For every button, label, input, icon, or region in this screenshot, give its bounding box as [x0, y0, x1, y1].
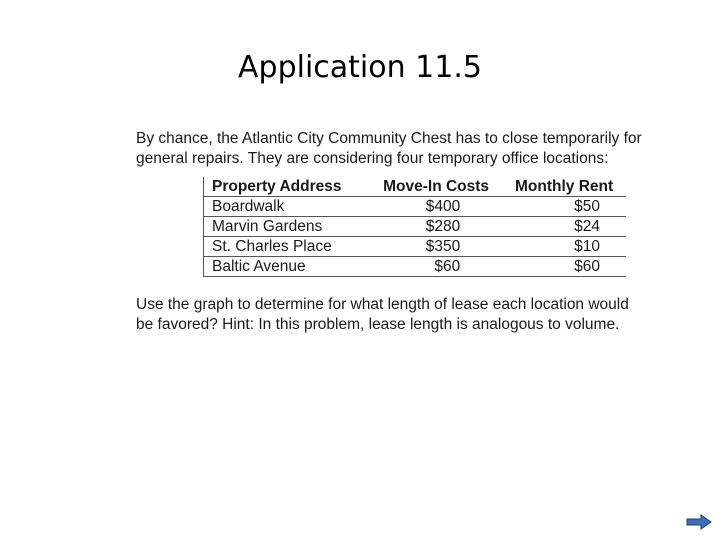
header-move-in-costs: Move-In Costs — [370, 177, 502, 197]
question-line-2: be favored? Hint: In this problem, lease length is analogous to volume. — [136, 316, 620, 333]
table-row — [204, 197, 627, 217]
cell-move-in-cost: $350 — [370, 237, 502, 257]
intro-line-2: general repairs. They are considering four temporary office locations: — [136, 150, 609, 167]
question-text — [136, 295, 696, 335]
cell-move-in-cost: $60 — [370, 257, 502, 277]
cell-move-in-cost: $400 — [370, 197, 502, 217]
header-monthly-rent: Monthly Rent — [502, 177, 626, 197]
cell-monthly-rent: $60 — [502, 257, 626, 277]
table-row — [204, 257, 627, 277]
cell-monthly-rent: $10 — [502, 237, 626, 257]
table-row — [204, 237, 627, 257]
intro-line-1: By chance, the Atlantic City Community Chest has to close temporarily for — [136, 130, 642, 147]
cell-monthly-rent: $50 — [502, 197, 626, 217]
table-row — [204, 217, 627, 237]
cell-address: St. Charles Place — [204, 237, 371, 257]
slide-title: Application 11.5 — [238, 50, 482, 85]
question-line-1: Use the graph to determine for what length of lease each location would — [136, 296, 629, 313]
right-arrow-icon — [686, 514, 712, 530]
cell-monthly-rent: $24 — [502, 217, 626, 237]
cell-address: Baltic Avenue — [204, 257, 371, 277]
property-table — [203, 177, 626, 277]
intro-text — [136, 129, 696, 169]
cell-address: Boardwalk — [204, 197, 371, 217]
cell-address: Marvin Gardens — [204, 217, 371, 237]
next-slide-button[interactable] — [686, 514, 712, 530]
table-header-row — [204, 177, 627, 197]
cell-move-in-cost: $280 — [370, 217, 502, 237]
header-property-address: Property Address — [204, 177, 371, 197]
